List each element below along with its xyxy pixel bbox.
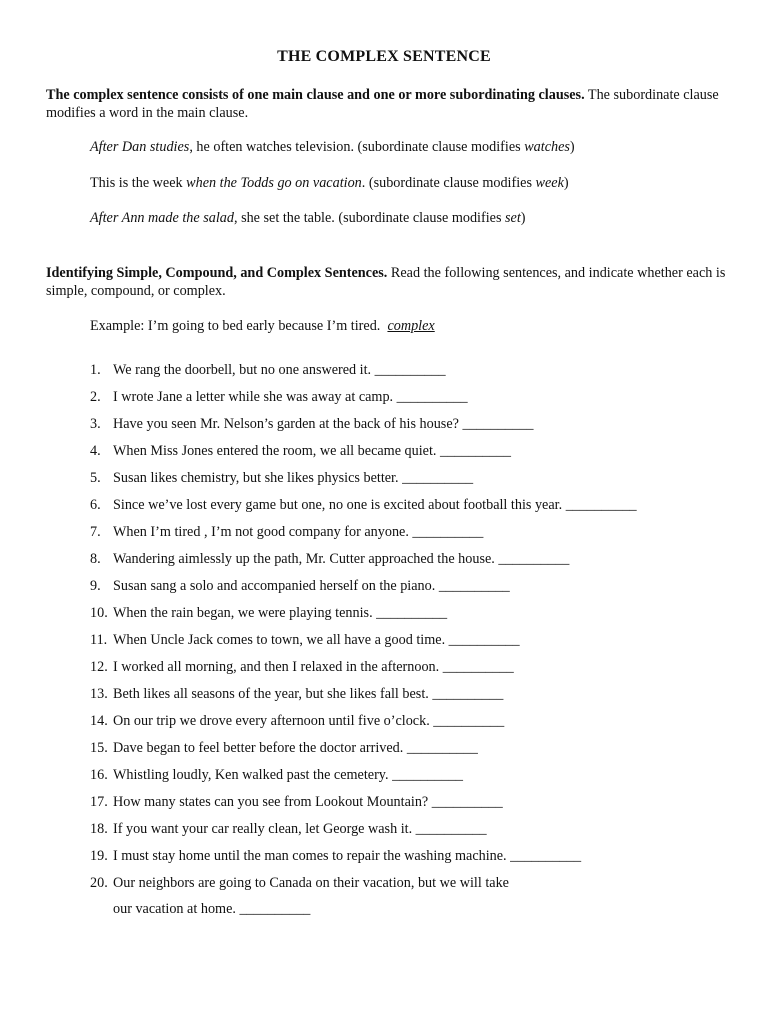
sentence-text: ) — [569, 139, 575, 155]
question-body — [113, 875, 509, 918]
question-text: If you want your car really clean, let George wash it. __________ — [113, 821, 487, 837]
example-sentence-1 — [90, 139, 730, 156]
list-item — [90, 767, 730, 794]
instructions-bold: Identifying Simple, Compound, and Complex Sentences. — [46, 265, 388, 281]
list-item — [90, 470, 730, 497]
question-number: 4. — [90, 443, 101, 459]
sentence-text: ) — [520, 210, 526, 226]
question-number: 8. — [90, 551, 101, 567]
list-item — [90, 632, 730, 659]
list-item — [90, 497, 730, 524]
example-text: Example: I’m going to bed early because I’m tired. — [90, 318, 388, 334]
question-text: I must stay home until the man comes to repair the washing machine. __________ — [113, 848, 582, 864]
list-item — [90, 875, 730, 918]
list-item — [90, 443, 730, 470]
question-number: 15. — [90, 740, 108, 756]
question-text: Beth likes all seasons of the year, but she likes fall best. __________ — [113, 686, 504, 702]
list-item — [90, 605, 730, 632]
question-number: 14. — [90, 713, 108, 729]
subordinate-clause: After Dan studies — [90, 139, 190, 155]
intro-paragraph — [46, 86, 736, 122]
question-text: I wrote Jane a letter while she was away at camp. __________ — [113, 389, 468, 405]
question-number: 10. — [90, 605, 108, 621]
list-item — [90, 362, 730, 389]
example-sentence-3 — [90, 210, 730, 227]
question-list — [90, 362, 730, 918]
question-number: 13. — [90, 686, 108, 702]
list-item — [90, 416, 730, 443]
list-item — [90, 848, 730, 875]
example-answer: complex — [387, 318, 435, 334]
example-line — [90, 318, 435, 335]
question-text: I worked all morning, and then I relaxed in the afternoon. __________ — [113, 659, 514, 675]
list-item — [90, 713, 730, 740]
list-item — [90, 686, 730, 713]
question-number: 3. — [90, 416, 101, 432]
list-item — [90, 524, 730, 551]
intro-bold: The complex sentence consists of one main clause and one or more subordinating clauses. — [46, 87, 585, 103]
question-text: Dave began to feel better before the doctor arrived. __________ — [113, 740, 478, 756]
sentence-text: , he often watches television. (subordinate clause modifies — [189, 139, 525, 155]
intro-rest: The subordinate clause modifies a word in the main clause. — [46, 87, 719, 121]
question-text: How many states can you see from Lookout Mountain? __________ — [113, 794, 503, 810]
question-number: 17. — [90, 794, 108, 810]
question-number: 20. — [90, 875, 108, 891]
subordinate-clause: when the Todds go on vacation — [186, 175, 362, 191]
question-number: 5. — [90, 470, 101, 486]
sentence-text: , she set the table. (subordinate clause modifies — [233, 210, 506, 226]
question-text: When Miss Jones entered the room, we all became quiet. __________ — [113, 443, 511, 459]
question-number: 16. — [90, 767, 108, 783]
list-item — [90, 794, 730, 821]
modified-word: week — [535, 175, 564, 191]
question-number: 2. — [90, 389, 101, 405]
question-number: 11. — [90, 632, 108, 648]
question-number: 18. — [90, 821, 108, 837]
question-text: We rang the doorbell, but no one answered it. __________ — [113, 362, 446, 378]
question-number: 9. — [90, 578, 101, 594]
list-item — [90, 659, 730, 686]
subordinate-clause: After Ann made the salad — [90, 210, 234, 226]
question-text: When I’m tired , I’m not good company for anyone. __________ — [113, 524, 484, 540]
question-number: 12. — [90, 659, 108, 675]
modified-word: set — [505, 210, 521, 226]
question-text: When the rain began, we were playing tennis. __________ — [113, 605, 448, 621]
example-sentence-2 — [90, 175, 730, 192]
question-text: Wandering aimlessly up the path, Mr. Cutter approached the house. __________ — [113, 551, 570, 567]
question-text: Since we’ve lost every game but one, no one is excited about football this year. __________ — [113, 497, 637, 513]
question-number: 7. — [90, 524, 101, 540]
list-item — [90, 740, 730, 767]
list-item — [90, 389, 730, 416]
question-text: Have you seen Mr. Nelson’s garden at the back of his house? __________ — [113, 416, 534, 432]
list-item — [90, 821, 730, 848]
page-title: THE COMPLEX SENTENCE — [277, 48, 491, 65]
instructions-paragraph — [46, 264, 736, 300]
question-text-continued: our vacation at home. __________ — [113, 901, 311, 917]
question-text: Susan sang a solo and accompanied herself on the piano. __________ — [113, 578, 510, 594]
question-number: 1. — [90, 362, 101, 378]
question-text: Whistling loudly, Ken walked past the cemetery. __________ — [113, 767, 464, 783]
list-item — [90, 578, 730, 605]
modified-word: watches — [524, 139, 570, 155]
question-text: When Uncle Jack comes to town, we all have a good time. __________ — [113, 632, 520, 648]
question-number: 6. — [90, 497, 101, 513]
list-item — [90, 551, 730, 578]
question-number: 19. — [90, 848, 108, 864]
sentence-text: . (subordinate clause modifies — [361, 175, 536, 191]
question-text: On our trip we drove every afternoon until five o’clock. __________ — [113, 713, 505, 729]
instructions-rest: Read the following sentences, and indicate whether each is simple, compound, or complex. — [46, 265, 726, 299]
sentence-text: This is the week — [90, 175, 187, 191]
sentence-text: ) — [563, 175, 569, 191]
question-text: Our neighbors are going to Canada on their vacation, but we will take — [113, 875, 509, 891]
question-text: Susan likes chemistry, but she likes physics better. __________ — [113, 470, 474, 486]
